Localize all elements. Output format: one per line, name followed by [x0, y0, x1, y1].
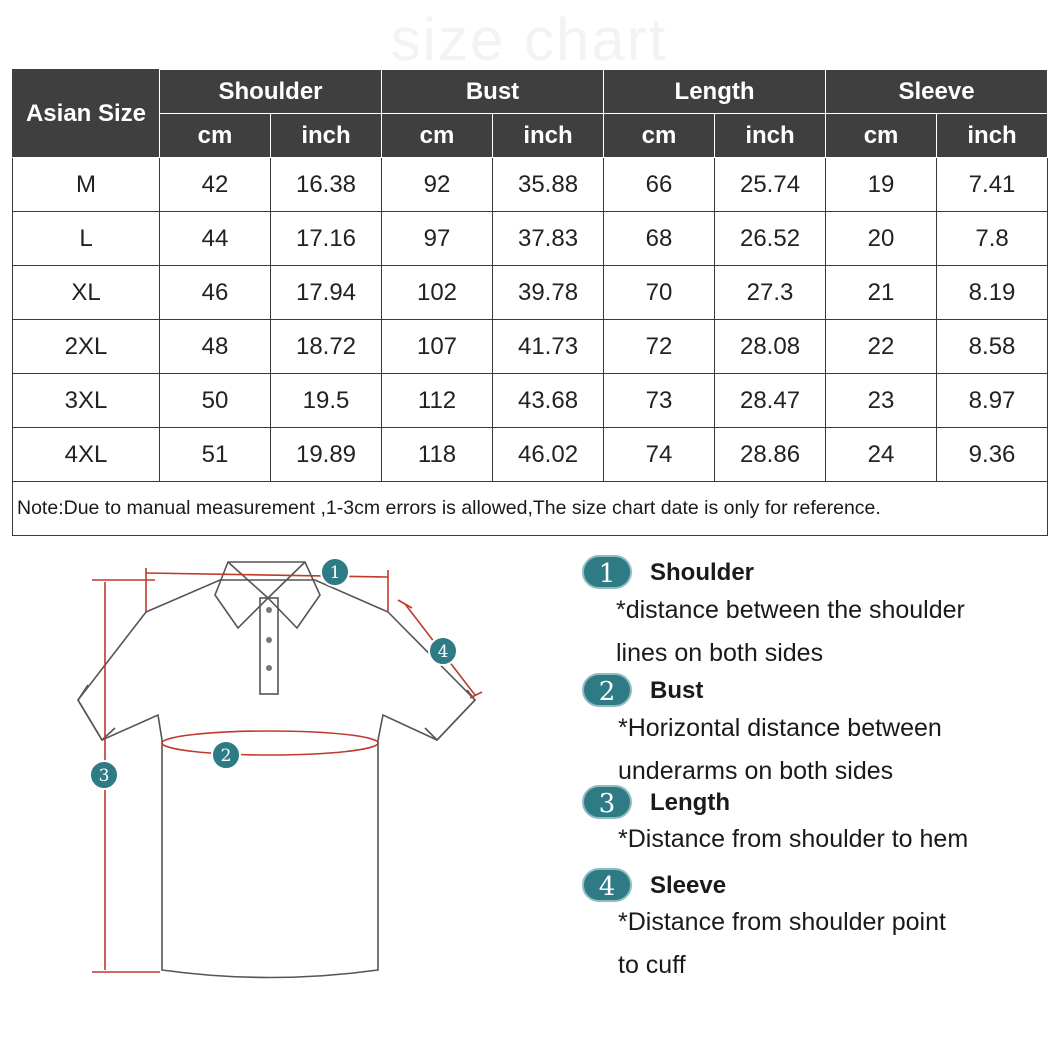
unit-header: cm [160, 114, 271, 158]
legend-title: Shoulder [650, 559, 755, 586]
value-cell: 102 [382, 266, 493, 320]
value-cell: 7.8 [937, 212, 1048, 266]
value-cell: 74 [604, 428, 715, 482]
value-cell: 66 [604, 158, 715, 212]
value-cell: 50 [160, 374, 271, 428]
table-row [13, 428, 1048, 482]
legend-title: Length [650, 789, 730, 816]
value-cell: 27.3 [715, 266, 826, 320]
value-cell: 7.41 [937, 158, 1048, 212]
value-cell: 28.08 [715, 320, 826, 374]
measurement-legend [578, 555, 1048, 995]
value-cell: 28.86 [715, 428, 826, 482]
number-badge-icon: 1 [582, 555, 632, 589]
measurement-note: Note:Due to manual measurement ,1-3cm errors is allowed,The size chart date is only for reference. [13, 482, 1048, 536]
value-cell: 22 [826, 320, 937, 374]
number-badge-icon: 2 [582, 673, 632, 707]
table-row [13, 158, 1048, 212]
value-cell: 17.16 [271, 212, 382, 266]
length-header: Length [604, 70, 826, 114]
value-cell: 25.74 [715, 158, 826, 212]
size-cell: L [13, 212, 160, 266]
value-cell: 46.02 [493, 428, 604, 482]
unit-header: cm [604, 114, 715, 158]
legend-desc-line: to cuff [618, 951, 686, 979]
value-cell: 92 [382, 158, 493, 212]
shirt-outline [78, 562, 475, 978]
marker-3 [90, 761, 118, 789]
unit-header: inch [493, 114, 604, 158]
value-cell: 118 [382, 428, 493, 482]
size-cell: 3XL [13, 374, 160, 428]
value-cell: 73 [604, 374, 715, 428]
value-cell: 18.72 [271, 320, 382, 374]
number-badge-icon: 3 [582, 785, 632, 819]
value-cell: 48 [160, 320, 271, 374]
value-cell: 46 [160, 266, 271, 320]
legend-desc-line: *distance between the shoulder [616, 596, 965, 624]
asian-size-header: Asian Size [13, 70, 160, 158]
value-cell: 24 [826, 428, 937, 482]
bust-header: Bust [382, 70, 604, 114]
size-cell: M [13, 158, 160, 212]
value-cell: 19.5 [271, 374, 382, 428]
watermark-title: size chart [390, 6, 668, 68]
unit-header: inch [271, 114, 382, 158]
unit-header: cm [826, 114, 937, 158]
value-cell: 21 [826, 266, 937, 320]
value-cell: 97 [382, 212, 493, 266]
note-row [13, 482, 1048, 536]
legend-desc-line: *Horizontal distance between [618, 714, 942, 742]
marker-1-label: 1 [329, 563, 341, 583]
table-row [13, 212, 1048, 266]
value-cell: 20 [826, 212, 937, 266]
value-cell: 43.68 [493, 374, 604, 428]
legend-desc-line: underarms on both sides [618, 757, 894, 785]
measure-lines [92, 568, 482, 972]
value-cell: 44 [160, 212, 271, 266]
value-cell: 16.38 [271, 158, 382, 212]
value-cell: 107 [382, 320, 493, 374]
value-cell: 51 [160, 428, 271, 482]
table-row [13, 374, 1048, 428]
size-cell: 2XL [13, 320, 160, 374]
sleeve-header: Sleeve [826, 70, 1048, 114]
value-cell: 19 [826, 158, 937, 212]
legend-title: Sleeve [650, 872, 727, 899]
size-cell: XL [13, 266, 160, 320]
buttons [266, 607, 272, 671]
unit-header: cm [382, 114, 493, 158]
marker-2 [212, 741, 240, 769]
value-cell: 8.19 [937, 266, 1048, 320]
unit-header: inch [715, 114, 826, 158]
value-cell: 37.83 [493, 212, 604, 266]
legend-desc-line: *Distance from shoulder point [618, 908, 946, 936]
value-cell: 68 [604, 212, 715, 266]
value-cell: 23 [826, 374, 937, 428]
value-cell: 35.88 [493, 158, 604, 212]
value-cell: 19.89 [271, 428, 382, 482]
table-row [13, 320, 1048, 374]
unit-header: inch [937, 114, 1048, 158]
value-cell: 70 [604, 266, 715, 320]
value-cell: 17.94 [271, 266, 382, 320]
value-cell: 26.52 [715, 212, 826, 266]
value-cell: 8.97 [937, 374, 1048, 428]
value-cell: 8.58 [937, 320, 1048, 374]
value-cell: 41.73 [493, 320, 604, 374]
marker-3-label: 3 [98, 766, 110, 786]
size-chart-table [12, 69, 1048, 536]
marker-4 [429, 637, 457, 665]
value-cell: 28.47 [715, 374, 826, 428]
marker-2-label: 2 [220, 746, 232, 766]
size-cell: 4XL [13, 428, 160, 482]
marker-1 [321, 558, 349, 586]
shirt-diagram [0, 540, 560, 1050]
shoulder-header: Shoulder [160, 70, 382, 114]
value-cell: 72 [604, 320, 715, 374]
value-cell: 112 [382, 374, 493, 428]
legend-desc-line: *Distance from shoulder to hem [618, 825, 969, 853]
number-badge-icon: 4 [582, 868, 632, 902]
marker-4-label: 4 [437, 642, 449, 662]
legend-desc-line: lines on both sides [616, 639, 824, 667]
table-row [13, 266, 1048, 320]
legend-title: Bust [650, 677, 704, 704]
value-cell: 9.36 [937, 428, 1048, 482]
value-cell: 42 [160, 158, 271, 212]
value-cell: 39.78 [493, 266, 604, 320]
